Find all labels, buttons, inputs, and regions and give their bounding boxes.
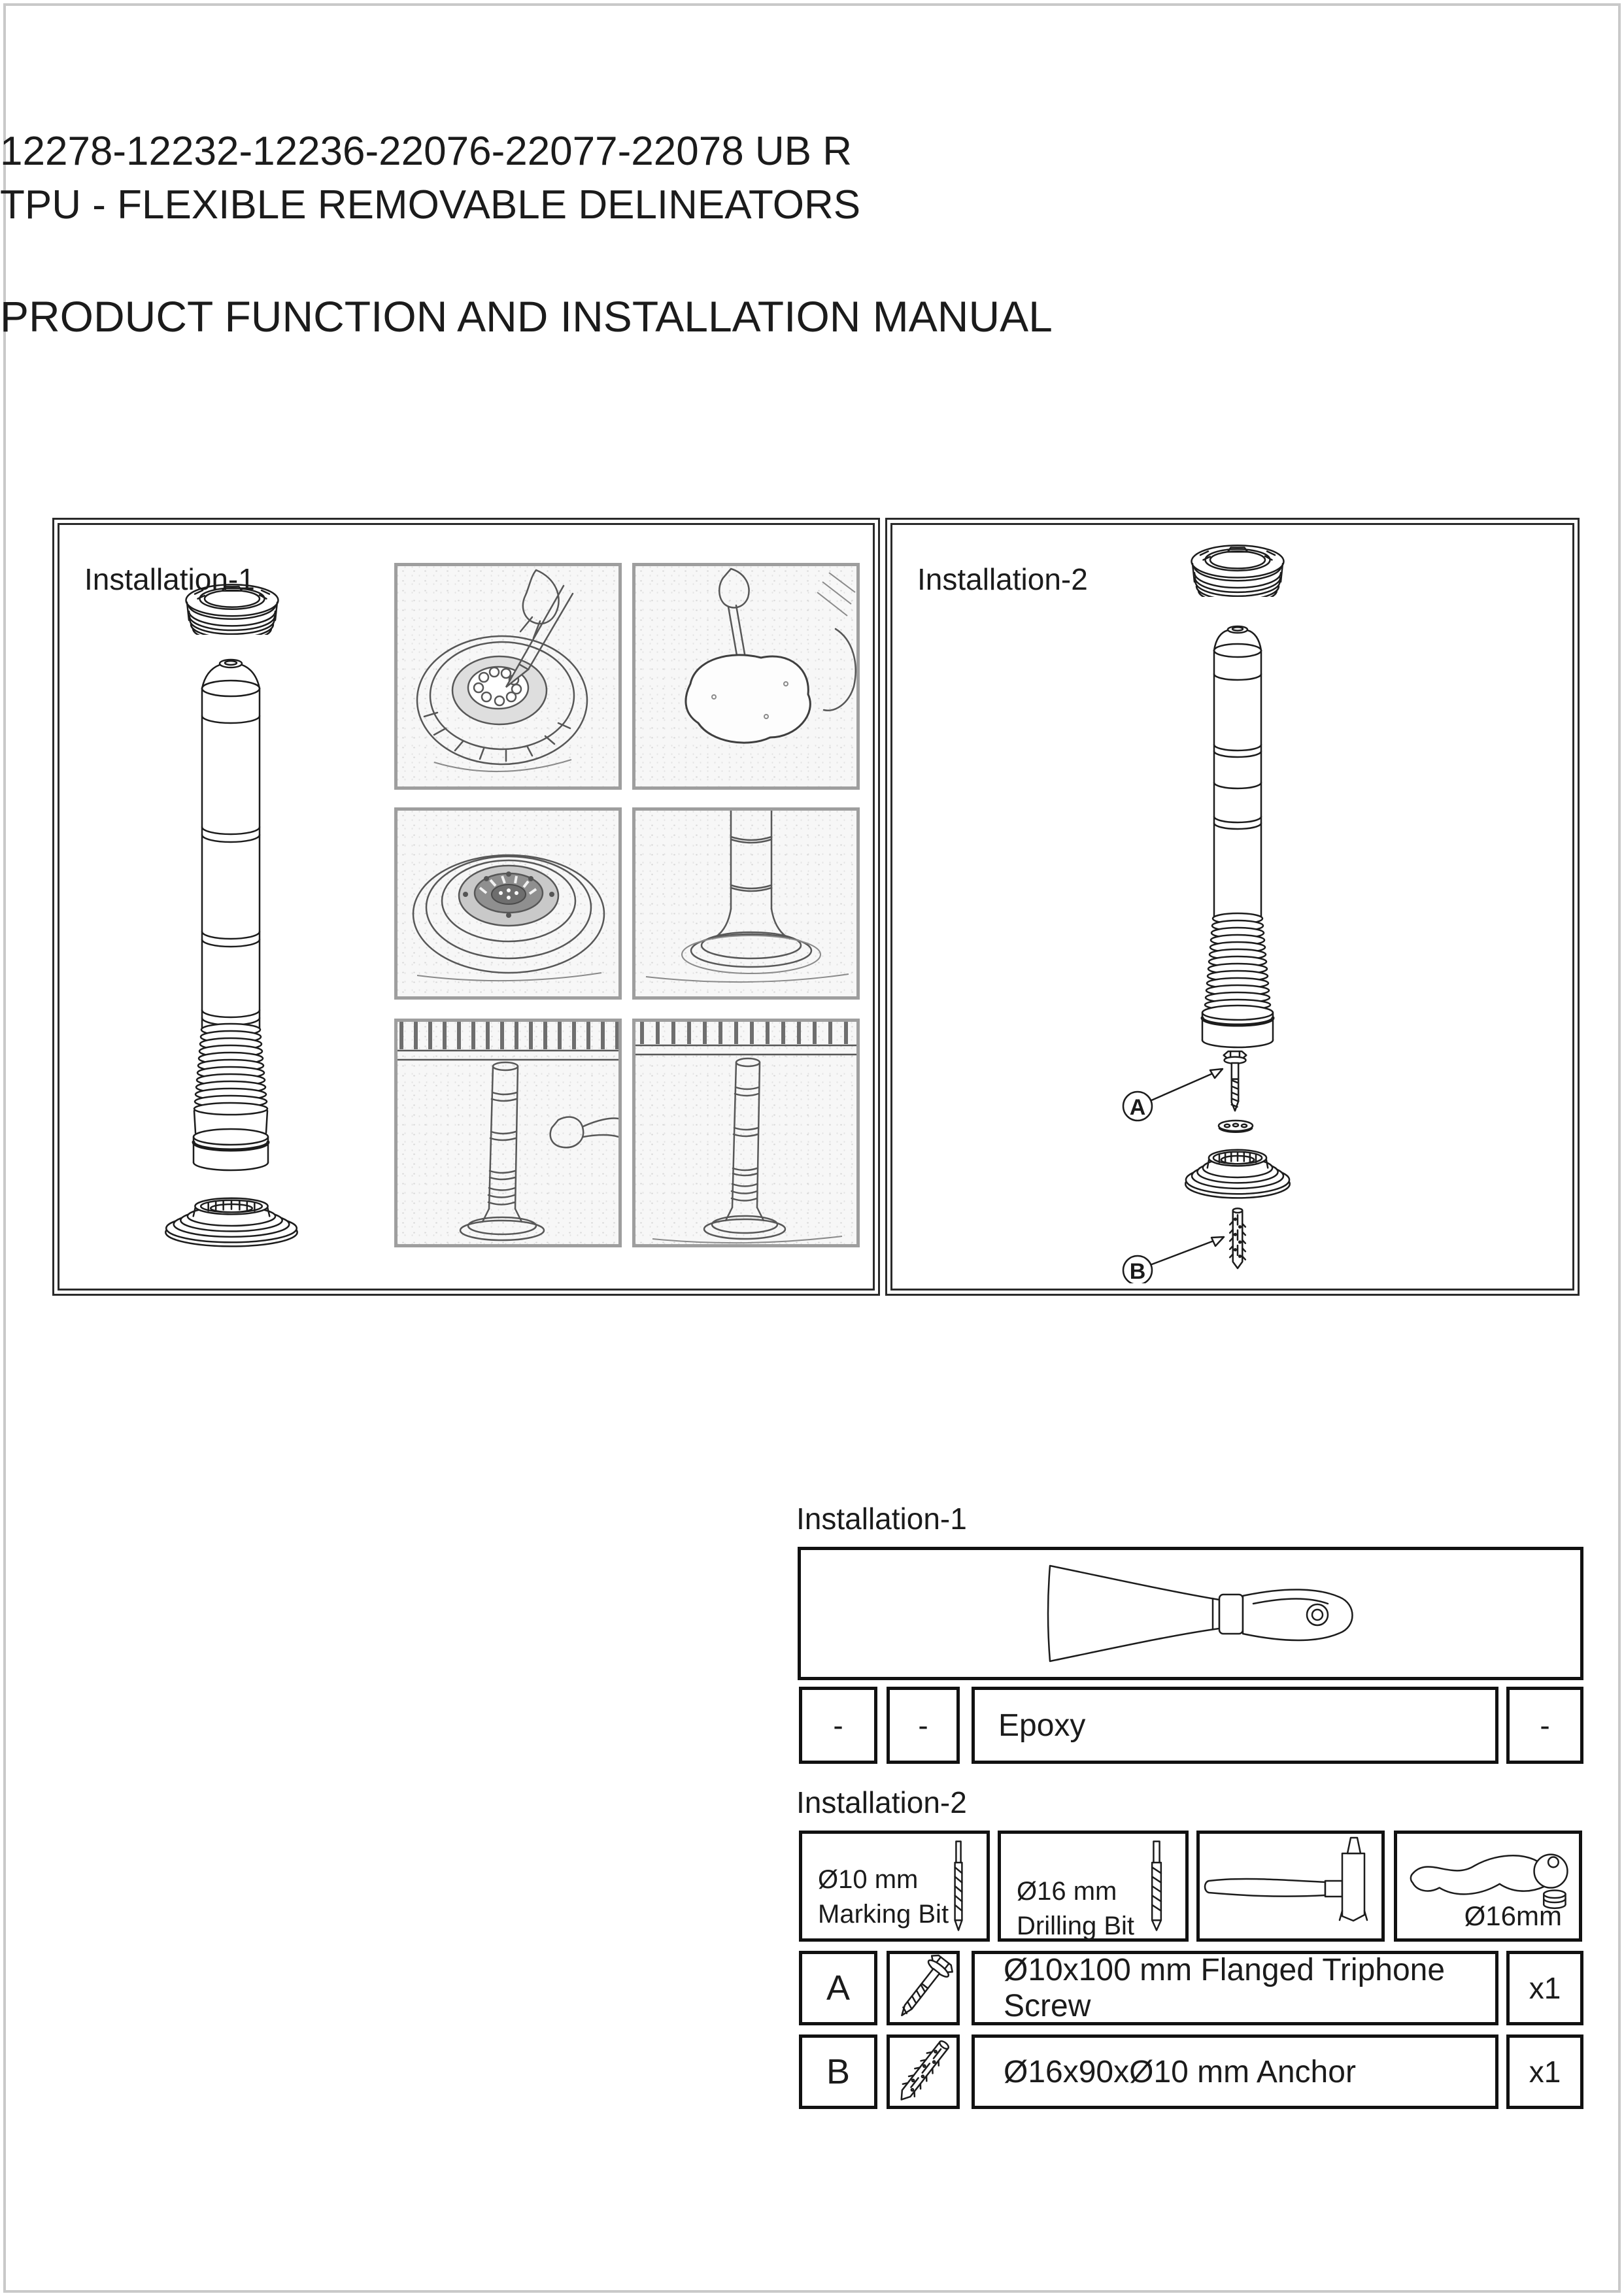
drilling-bit-label: Ø16 mm Drilling Bit: [1017, 1877, 1135, 1940]
installation-1-material-cell: Epoxy: [972, 1687, 1498, 1764]
installation-1-panel-label: Installation-1: [84, 562, 255, 596]
tool-cell-hammer: [1196, 1831, 1385, 1942]
installation-2-diagram-panel: [890, 523, 1574, 1291]
callout-a-letter: A: [1129, 1095, 1146, 1120]
doc-subtitle: PRODUCT FUNCTION AND INSTALLATION MANUAL: [0, 292, 1053, 341]
doc-title-model-numbers: 12278-12232-12236-22076-22077-22078 UB R: [0, 129, 853, 174]
marking-bit-label: Ø10 mm Marking Bit: [818, 1865, 949, 1929]
tool-cell-marking-bit: [799, 1831, 990, 1942]
installation-1-cell-1: -: [799, 1687, 877, 1764]
doc-title-product: TPU - FLEXIBLE REMOVABLE DELINEATORS: [0, 182, 861, 228]
base-plate-scraping-photo: [394, 563, 622, 790]
flanged-screw-icon: [890, 1954, 956, 2022]
tool-cell-ratchet: [1394, 1831, 1582, 1942]
ratchet-size-label: Ø16mm: [1464, 1900, 1562, 1931]
post-installed-photo: [632, 1019, 860, 1247]
installation-2-panel-label: Installation-2: [917, 562, 1088, 596]
part-a-qty-cell: x1: [1506, 1951, 1583, 2025]
hammer-icon: [1200, 1834, 1381, 1938]
installation-2-table-label: Installation-2: [796, 1785, 967, 1819]
post-base-mounted-photo: [632, 807, 860, 1000]
drill-bit-icon: [1146, 1839, 1167, 1933]
base-ring-closeup-photo: [394, 807, 622, 1000]
drill-bit-icon: [950, 1839, 967, 1933]
delineator-exploded-view-icon: [59, 525, 386, 1283]
part-a-icon-cell: [887, 1951, 960, 2025]
part-a-id-cell: A: [799, 1951, 877, 2025]
callout-b-letter: B: [1129, 1259, 1146, 1283]
post-installed-hand-photo: [394, 1019, 622, 1247]
part-b-description-cell: Ø16x90xØ10 mm Anchor: [972, 2034, 1498, 2109]
tool-cell-drilling-bit: [998, 1831, 1189, 1942]
ratchet-wrench-icon: [1402, 1838, 1580, 1910]
installation-1-cell-2: -: [887, 1687, 960, 1764]
installation-1-diagram-panel: [58, 523, 875, 1291]
putty-knife-icon: [801, 1550, 1580, 1677]
delineator-screw-mount-exploded-icon: [892, 525, 1568, 1283]
epoxy-on-ground-photo: [632, 563, 860, 790]
part-b-id-cell: B: [799, 2034, 877, 2109]
installation-1-table-label: Installation-1: [796, 1502, 967, 1536]
part-a-description-cell: Ø10x100 mm Flanged Triphone Screw: [972, 1951, 1498, 2025]
part-b-icon-cell: [887, 2034, 960, 2109]
part-b-qty-cell: x1: [1506, 2034, 1583, 2109]
installation-1-cell-4: -: [1506, 1687, 1583, 1764]
wall-anchor-icon: [890, 2038, 956, 2106]
installation-1-tool-image-cell: [798, 1547, 1583, 1680]
